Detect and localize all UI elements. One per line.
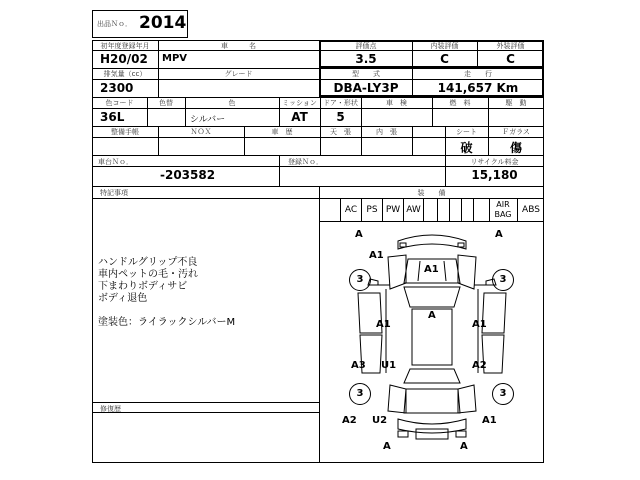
equip-ps: PS <box>361 199 382 221</box>
damage-bottom-l: A <box>383 441 391 452</box>
colorcode-value: 36L <box>100 110 125 124</box>
colortype-label: 色替 <box>159 99 173 107</box>
chassis-label: 車台Ｎｏ． <box>98 158 133 166</box>
color-label: 色 <box>228 99 236 107</box>
mileage-label: 走 行 <box>464 70 492 78</box>
seat-label: シート <box>456 128 477 136</box>
drive-label: 駆 動 <box>505 99 527 107</box>
interior-label: 内装評価 <box>430 42 459 50</box>
damage-hood-left: A1 <box>369 250 384 261</box>
mileage-value: 141,657 Km <box>437 81 519 95</box>
recycle-value: 15,180 <box>471 168 518 182</box>
damage-rear-l: A2 <box>342 415 357 426</box>
interior2-label: 内 張 <box>376 128 397 136</box>
model-label: 型 式 <box>352 70 380 78</box>
damage-door-fl: A1 <box>376 319 391 330</box>
equip-abs: ABS <box>517 199 544 221</box>
exterior-value: C <box>506 52 515 66</box>
note-line <box>98 305 313 317</box>
equipment-label: 装 備 <box>417 189 446 197</box>
doors-value: 5 <box>336 110 345 124</box>
lot-number: 2014 <box>139 13 187 33</box>
grade-label: グレード <box>224 70 253 78</box>
mission-value: AT <box>291 110 308 124</box>
note-line: ハンドルグリップ不良 <box>98 257 198 268</box>
notes-label: 特記事項 <box>100 189 128 197</box>
glass-value: 傷 <box>509 141 522 155</box>
note-line: ボディ退色 <box>98 293 148 304</box>
damage-door-rr: A2 <box>472 360 487 371</box>
equip-ac: AC <box>340 199 361 221</box>
equip-airbag: AIR BAG <box>494 200 512 219</box>
chassis-value: -203582 <box>160 168 216 182</box>
equipment-grid <box>319 199 544 222</box>
note-line: 下まわりボディサビ <box>98 281 188 292</box>
damage-front-right: A <box>495 229 503 240</box>
year-value: H20/02 <box>100 52 148 66</box>
mission-label: ミッション <box>282 99 317 107</box>
doors-label: ドア・形状 <box>323 99 358 107</box>
fuel-label: 燃 料 <box>449 99 471 107</box>
name-label: 車 名 <box>221 42 256 50</box>
score-value: 3.5 <box>355 52 377 66</box>
ceiling-label: 天 張 <box>330 128 351 136</box>
colorcode-label: 色コード <box>105 99 134 107</box>
interior-value: C <box>440 52 449 66</box>
notes-body <box>98 257 313 329</box>
equip-aw: AW <box>403 199 424 221</box>
equip-pw: PW <box>382 199 403 221</box>
model-value: DBA-LY3P <box>333 81 399 95</box>
color-value: シルバー <box>190 115 226 125</box>
inspection-label: 車 検 <box>386 99 407 107</box>
damage-door-fr: A1 <box>472 319 487 330</box>
damage-door-rl2: U1 <box>381 360 397 371</box>
car-diagram <box>320 223 544 463</box>
seat-value: 破 <box>460 141 473 155</box>
year-label: 初年度登録年月 <box>100 42 150 50</box>
lot-label: 出品Ｎｏ． <box>97 20 132 28</box>
name-value: MPV <box>162 53 188 64</box>
damage-wheel-rl: 3 <box>349 383 371 405</box>
glass-label: Ｆガラス <box>502 128 530 136</box>
damage-door-rl: A3 <box>351 360 366 371</box>
note-line: 塗装色：ライラックシルバーM <box>98 317 236 328</box>
reg-label: 登録Ｎｏ． <box>288 158 323 166</box>
damage-wheel-fr: 3 <box>492 269 514 291</box>
damage-wheel-fl: 3 <box>349 269 371 291</box>
exterior-label: 外装評価 <box>496 42 525 50</box>
manual-label: 整備手帳 <box>111 128 139 136</box>
damage-roof: A <box>428 310 436 321</box>
lot-box <box>92 10 188 38</box>
damage-rear-r: A1 <box>482 415 497 426</box>
score-label: 評価点 <box>355 42 377 50</box>
note-line: 車内ペットの毛・汚れ <box>98 269 198 280</box>
damage-hood: A1 <box>424 264 439 275</box>
displacement-label: 排気量（cc） <box>103 70 147 78</box>
damage-rear-l2: U2 <box>372 415 388 426</box>
nox-label: ＮＯＸ <box>190 128 212 136</box>
history-label: 車 歴 <box>271 128 293 136</box>
recycle-label: リサイクル料金 <box>470 158 519 166</box>
damage-front-left: A <box>355 229 363 240</box>
repair-label: 修復歴 <box>100 405 121 413</box>
damage-wheel-rr: 3 <box>492 383 514 405</box>
displacement-value: 2300 <box>100 81 134 95</box>
damage-bottom-r: A <box>460 441 468 452</box>
